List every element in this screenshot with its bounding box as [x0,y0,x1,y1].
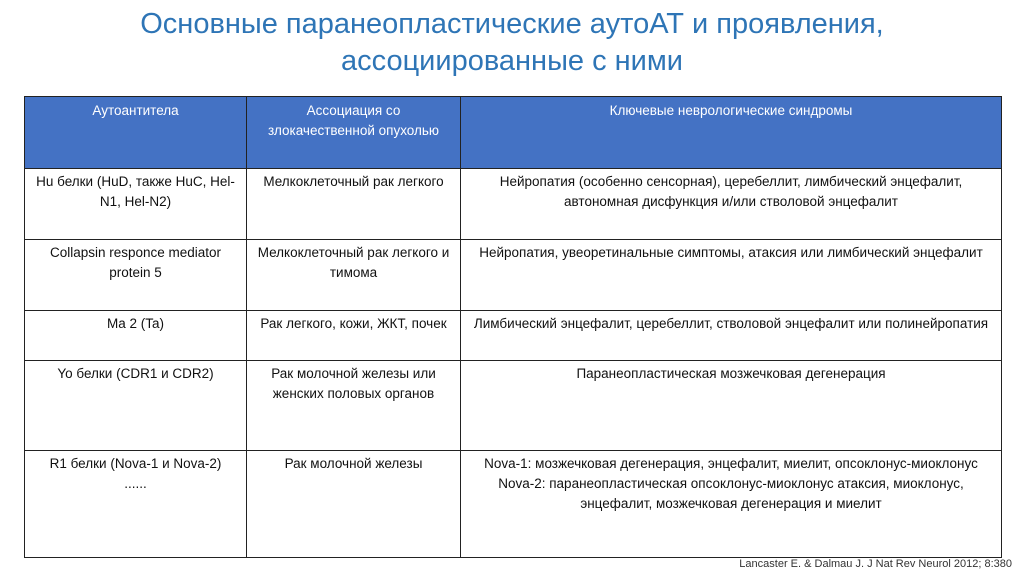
table-row [25,240,1002,311]
slide-title-line-1: Основные паранеопластические аутоАТ и проявления, [140,8,884,40]
table-header-row [25,97,1002,169]
tumor-cell: Мелкоклеточный рак легкого и тимома [247,240,461,311]
tumor-cell: Мелкоклеточный рак легкого [247,169,461,240]
tumor-cell: Рак молочной железы [247,451,461,558]
antibody-cell: Collapsin responce mediator protein 5 [25,240,247,311]
syndromes-cell: Нейропатия, увеоретинальные симптомы, атаксия или лимбический энцефалит [461,240,1002,311]
table-row [25,451,1002,558]
syndromes-nova-1: Nova-1: мозжечковая дегенерация, энцефалит, миелит, опсоклонус-миоклонус [484,456,978,471]
syndromes-cell [461,451,1002,558]
slide-title-line-2: ассоциированные с ними [340,45,684,77]
antibody-cell: Hu белки (HuD, также HuC, Hel-N1, Hel-N2) [25,169,247,240]
syndromes-nova-2: Nova-2: паранеопластическая опсоклонус-миоклонус атаксия, миоклонус, энцефалит, мозжечковая дегенерация и миелит [498,476,964,511]
antibody-cell [25,451,247,558]
tumor-cell: Рак молочной железы или женских половых органов [247,361,461,451]
autoantibody-table [24,96,1002,558]
antibody-cell-ellipsis: ...... [124,476,147,491]
syndromes-cell: Паранеопластическая мозжечковая дегенерация [461,361,1002,451]
antibody-cell-text: R1 белки (Nova-1 и Nova-2) [49,456,222,471]
antibody-cell: Yo белки (CDR1 и CDR2) [25,361,247,451]
citation-footnote: Lancaster E. & Dalmau J. J Nat Rev Neurol 2012; 8:380 [739,558,1012,570]
header-tumor: Ассоциация со злокачественной опухолью [247,97,461,169]
table-row [25,311,1002,361]
syndromes-cell: Нейропатия (особенно сенсорная), церебеллит, лимбический энцефалит, автономная дисфункция и/или стволовой энцефалит [461,169,1002,240]
header-syndromes: Ключевые неврологические синдромы [461,97,1002,169]
table-row [25,169,1002,240]
table-row [25,361,1002,451]
antibody-cell: Ma 2 (Ta) [25,311,247,361]
slide-title [0,6,1024,80]
syndromes-cell: Лимбический энцефалит, церебеллит, стволовой энцефалит или полинейропатия [461,311,1002,361]
tumor-cell: Рак легкого, кожи, ЖКТ, почек [247,311,461,361]
header-antibodies: Аутоантитела [25,97,247,169]
